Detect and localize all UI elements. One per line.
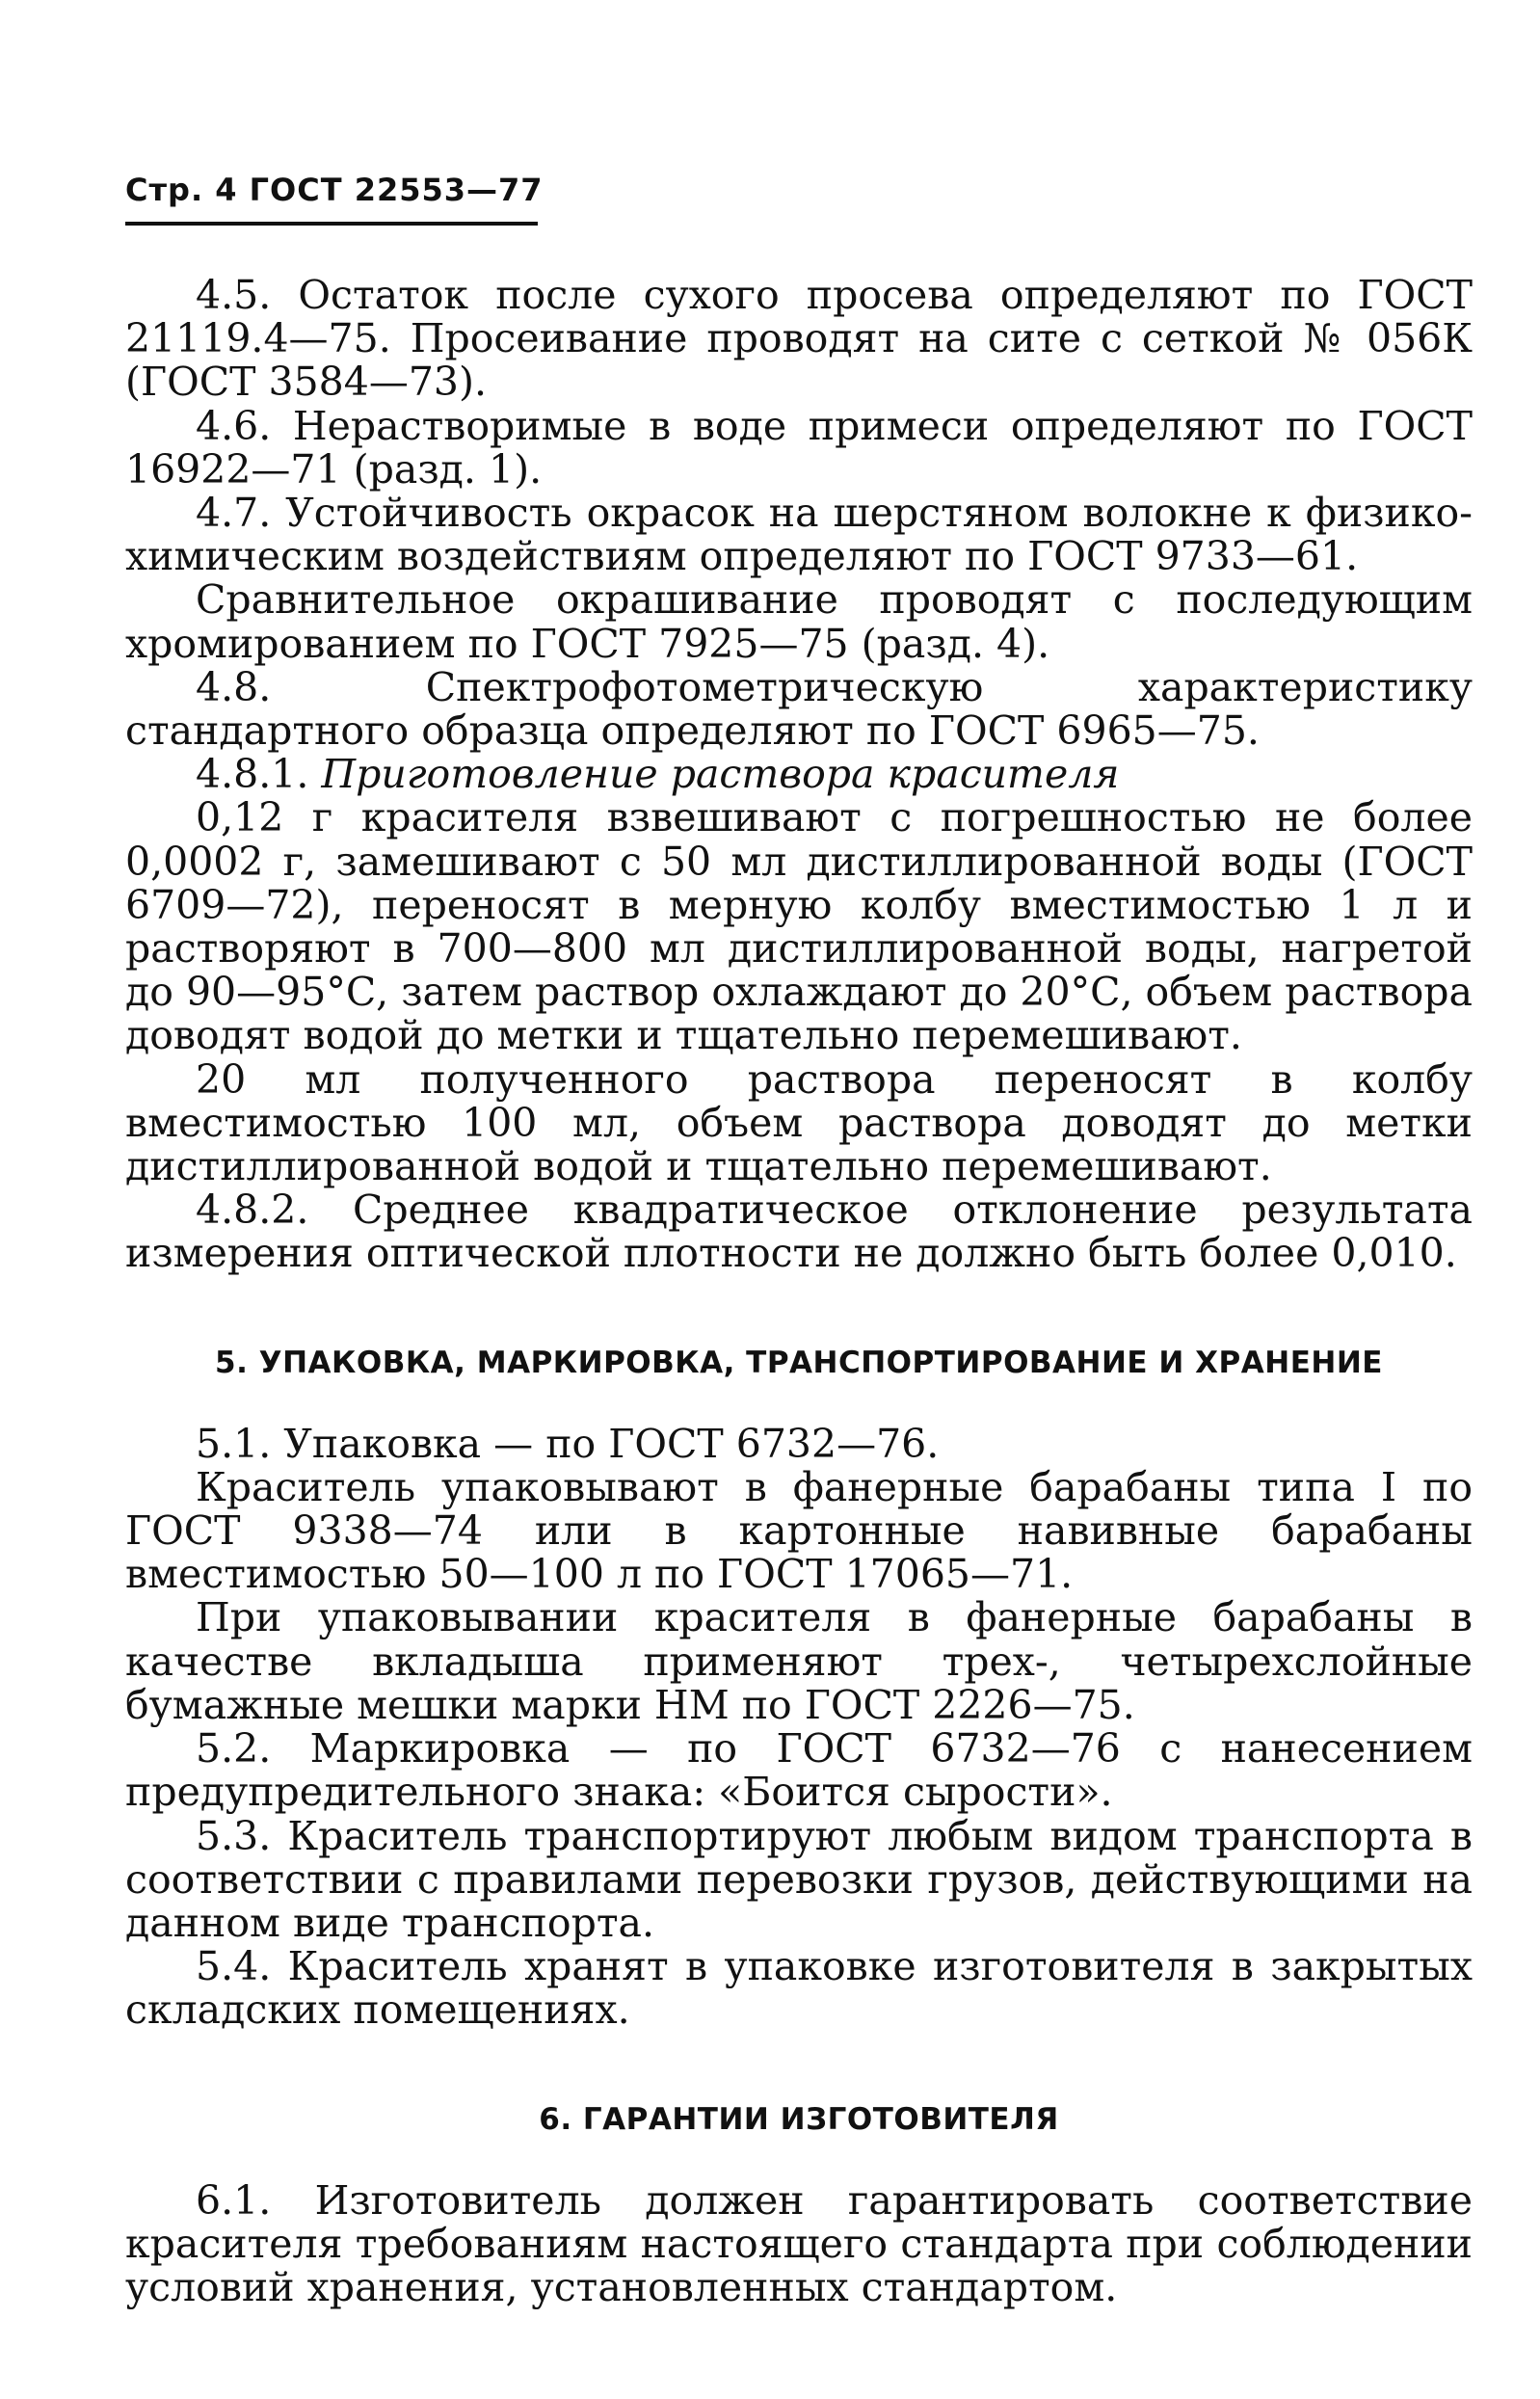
paragraph-5-2: 5.2. Маркировка — по ГОСТ 6732—76 с нанесением предупредительного знака: «Боится сырости».: [125, 1725, 1473, 1816]
header-rule: [125, 222, 538, 226]
running-head: Стр. 4 ГОСТ 22553—77: [125, 172, 544, 208]
paragraph-4-8: 4.8. Спектрофотометрическую характеристику стандартного образца определяют по ГОСТ 6965—75.: [125, 663, 1473, 755]
paragraph-4-7: 4.7. Устойчивость окрасок на шерстяном волокне к физико-химическим воздействиям определяют по ГОСТ 9733—61.: [125, 490, 1473, 580]
paragraph-5-1-drums: Краситель упаковывают в фанерные барабаны типа I по ГОСТ 9338—74 или в картонные навивные барабаны вместимостью 50—100 л по ГОСТ 17065—71.: [125, 1463, 1473, 1598]
paragraph-5-4: 5.4. Краситель хранят в упаковке изготовителя в закрытых складских помещениях.: [125, 1943, 1473, 2034]
paragraph-4-8-2: 4.8.2. Среднее квадратическое отклонение результата измерения оптической плотности не должно быть более 0,010.: [125, 1186, 1473, 1277]
document-body: [125, 274, 1473, 2309]
paragraph-5-1: 5.1. Упаковка — по ГОСТ 6732—76.: [196, 1420, 940, 1467]
paragraph-6-1: 6.1. Изготовитель должен гарантировать соответствие красителя требованиям настоящего стандарта при соблюдении условий хранения, установленных стандартом.: [125, 2176, 1473, 2310]
paragraph-5-1-liner: При упаковывании красителя в фанерные барабаны в качестве вкладыша применяют трех-, четырехслойные бумажные мешки марки НМ по ГОСТ 2226—75.: [125, 1594, 1473, 1728]
paragraph-4-7-chroming: Сравнительное окрашивание проводят с последующим хромированием по ГОСТ 7925—75 (разд. 4).: [125, 576, 1473, 667]
paragraph-5-3: 5.3. Краситель транспортируют любым видом транспорта в соответствии с правилами перевозки грузов, действующими на данном виде транспорта.: [125, 1812, 1473, 1946]
paragraph-4-8-1-dilution: 20 мл полученного раствора переносят в колбу вместимостью 100 мл, объем раствора доводят до метки дистиллированной водой и тщательно перемешивают.: [125, 1055, 1473, 1190]
paragraph-4-8-1-weighing: 0,12 г красителя взвешивают с погрешностью не более 0,0002 г, замешивают с 50 мл дистиллированной воды (ГОСТ 6709—72), переносят в мерную колбу вместимостью 1 л и растворяют в 700—800 мл дистиллированной воды, нагретой до 90—95°С, затем раствор охлаждают до 20°С, объем раствора доводят водой до метки и тщательно перемешивают.: [125, 794, 1473, 1059]
subsection-4-8-1-number: 4.8.1.: [196, 751, 309, 798]
section-6-title: 6. ГАРАНТИИ ИЗГОТОВИТЕЛЯ: [539, 2101, 1059, 2137]
subsection-4-8-1-title: Приготовление раствора красителя: [321, 751, 1120, 798]
subsection-4-8-1-heading: [125, 753, 1473, 796]
section-5-title: 5. УПАКОВКА, МАРКИРОВКА, ТРАНСПОРТИРОВАНИЕ И ХРАНЕНИЕ: [215, 1345, 1383, 1380]
paragraph-4-5: 4.5. Остаток после сухого просева определяют по ГОСТ 21119.4—75. Просеивание проводят на сите с сеткой № 056К (ГОСТ 3584—73).: [125, 272, 1473, 406]
paragraph-4-6: 4.6. Нерастворимые в воде примеси определяют по ГОСТ 16922—71 (разд. 1).: [125, 402, 1473, 493]
